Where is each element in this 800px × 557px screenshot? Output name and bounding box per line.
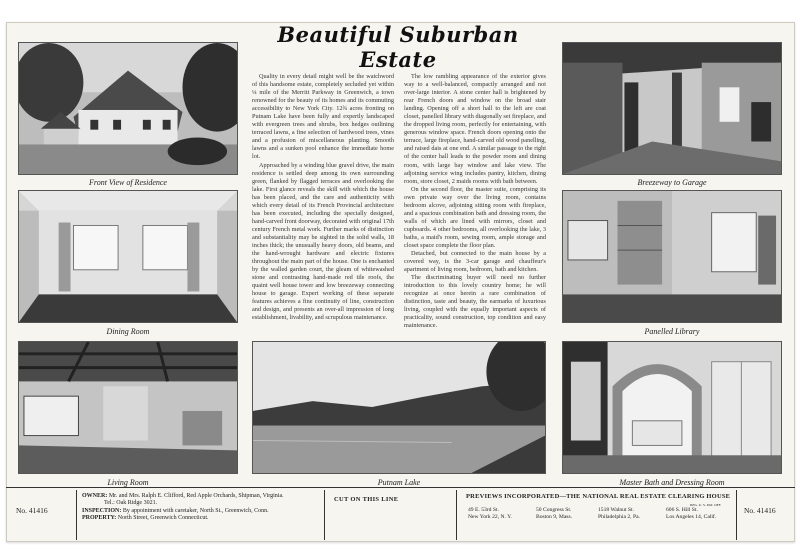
listing-number-right: No. 41416 bbox=[744, 506, 776, 515]
lake-photo bbox=[252, 341, 546, 474]
listing-number-left: No. 41416 bbox=[16, 506, 48, 515]
address-line: 1518 Walnut St. bbox=[598, 507, 634, 513]
divider bbox=[76, 490, 77, 540]
bath-photo bbox=[562, 341, 782, 474]
owner-block bbox=[82, 493, 284, 523]
address-line: New York 22, N. Y. bbox=[468, 514, 512, 520]
paragraph: Detached, but connected to the main house by a covered way, is the 3-car garage and chauffeur's apartment of living room, bedroom, bath and kitchen. bbox=[404, 250, 546, 274]
owner-text: Mr. and Mrs. Ralph E. Clifford, Red Apple Orchards, Shipman, Virginia. bbox=[108, 493, 284, 499]
front-view-photo bbox=[18, 42, 238, 175]
caption-lake: Putnam Lake bbox=[377, 478, 421, 487]
divider bbox=[324, 490, 325, 540]
address-line: Los Angeles 14, Calif. bbox=[666, 514, 717, 520]
caption-library: Panelled Library bbox=[644, 327, 700, 336]
dining-room-photo bbox=[18, 190, 238, 323]
owner-label: OWNER: bbox=[82, 493, 108, 499]
previews-header bbox=[466, 493, 730, 500]
paragraph: Quality in every detail might well be the watchword of this handsome estate, completely secluded yet within ¼ mile of the Merritt Parkway in Greenwich, a town renowned for the beauty of its homes and its commuting accessibility to New York City. 12¾ acres fronting on Putnam Lake have been fully and expertly landscaped with evergreen trees and shrubs, box hedges outlining terraced lawns, a fine selection of hardwood trees, vines and a profusion of miscellaneous planting. Smooth lawns and a sunken pool enhance the immediate home lot. bbox=[252, 73, 394, 161]
address-line: 49 E. 53rd St. bbox=[468, 507, 499, 513]
breezeway-photo bbox=[562, 42, 782, 175]
owner-tel: Tel.: Oak Ridge 3021. bbox=[104, 500, 158, 507]
caption-bath: Master Bath and Dressing Room bbox=[619, 478, 725, 487]
office-address bbox=[536, 507, 572, 521]
caption-living: Living Room bbox=[107, 478, 149, 487]
address-line: 50 Congress St. bbox=[536, 507, 572, 513]
office-address bbox=[598, 507, 640, 521]
paragraph: On the second floor, the master suite, comprising its own private way over the living room, contains bedroom alcove, adjoining sitting room with fireplace, and a spacious combination bath and dressing room, the walls of which are lined with mirrors, closet and cupboards. 4 other bedrooms, all overlooking the lake, 3 baths, a maid's room, sewing room, ample storage and closet space complete the floor plan. bbox=[404, 185, 546, 249]
paragraph: The low rambling appearance of the exterior gives way to a well-balanced, compactly arranged and not over-large interior. A stone center hall is brightened by rear French doors and window on the broad stair landing. Opening off a short hall to the left are coat closet, panelled library with diagonally set fireplace, and the dropped living room, perfectly for entertaining, with generous window space. French doors opening onto the terrace, large fireplace, hand-carved old wood panelling, and raised dais at one end. A similar passage to the right of the center hall leads to the powder room and dining room, with large bay window and lake view. The adjoining service wing includes pantry, kitchen, dining room, store closet, 2 maids rooms with bath between. bbox=[404, 73, 546, 185]
property-label: PROPERTY: bbox=[82, 515, 117, 522]
divider bbox=[456, 490, 457, 540]
office-address bbox=[468, 507, 512, 521]
inspection-text: By appointment with caretaker, North St., Greenwich, Conn. bbox=[122, 507, 269, 514]
page-title: Beautiful Suburban Estate bbox=[277, 22, 519, 72]
divider bbox=[736, 490, 737, 540]
office-address bbox=[666, 507, 716, 521]
cut-line-label: CUT ON THIS LINE bbox=[334, 496, 399, 503]
previews-title: PREVIEWS INCORPORATED—THE NATIONAL REAL ESTATE CLEARING HOUSE bbox=[466, 493, 731, 500]
address-line: Philadelphia 2, Pa. bbox=[598, 514, 640, 520]
inspection-label: INSPECTION: bbox=[82, 507, 122, 514]
address-line: 606 S. Hill St. bbox=[666, 507, 698, 513]
caption-dining: Dining Room bbox=[106, 327, 150, 336]
text-column-left bbox=[252, 73, 394, 335]
paragraph: Approached by a winding blue gravel drive, the main residence is settled deep among its own surrounding green, flanked by flagged terraces and overlooking the lake. First glance reveals the skill with which the house has been placed, and the care and authenticity with which every detail of its French Provincial architecture has been executed, including the specially designed, hand-carved front doorway, decorated with original 17th century French metal work. Further marks of distinction and substantiality may be sighted in the solid walls, 18 inches thick; the unusually heavy doors, old beams, and the hand-wrought hardware and electric fixtures throughout the main part of the house. One is enchanted by the walled garden court, the gleam of whitewashed stone and contrasting hand-made red tile roofs, the quaint well house tower and low breezeway connecting house to garage. Expert working of these separate features achieves a fine continuity of line, construction and design, and presents an over-all impression of long establishment, livability, and scrupulous maintenance. bbox=[252, 161, 394, 322]
text-column-right bbox=[404, 73, 546, 335]
living-room-photo bbox=[18, 341, 238, 474]
property-text: North Street, Greenwich Connecticut. bbox=[117, 515, 209, 522]
caption-breezeway: Breezeway to Garage bbox=[637, 178, 707, 187]
address-line: Boston 9, Mass. bbox=[536, 514, 573, 520]
caption-front: Front View of Residence bbox=[89, 178, 167, 187]
library-photo bbox=[562, 190, 782, 323]
trademark: REG. U. S. PAT. OFF. bbox=[690, 503, 722, 507]
paragraph: The discriminating buyer will need no further introduction to this lovely country home; he will recognize at once herein a rare combination of distinction, taste and beauty, the earmarks of luxurious living, coupled with the equally important aspects of practicality, sound construction, top condition and easy maintenance. bbox=[404, 274, 546, 330]
footer bbox=[6, 487, 795, 542]
